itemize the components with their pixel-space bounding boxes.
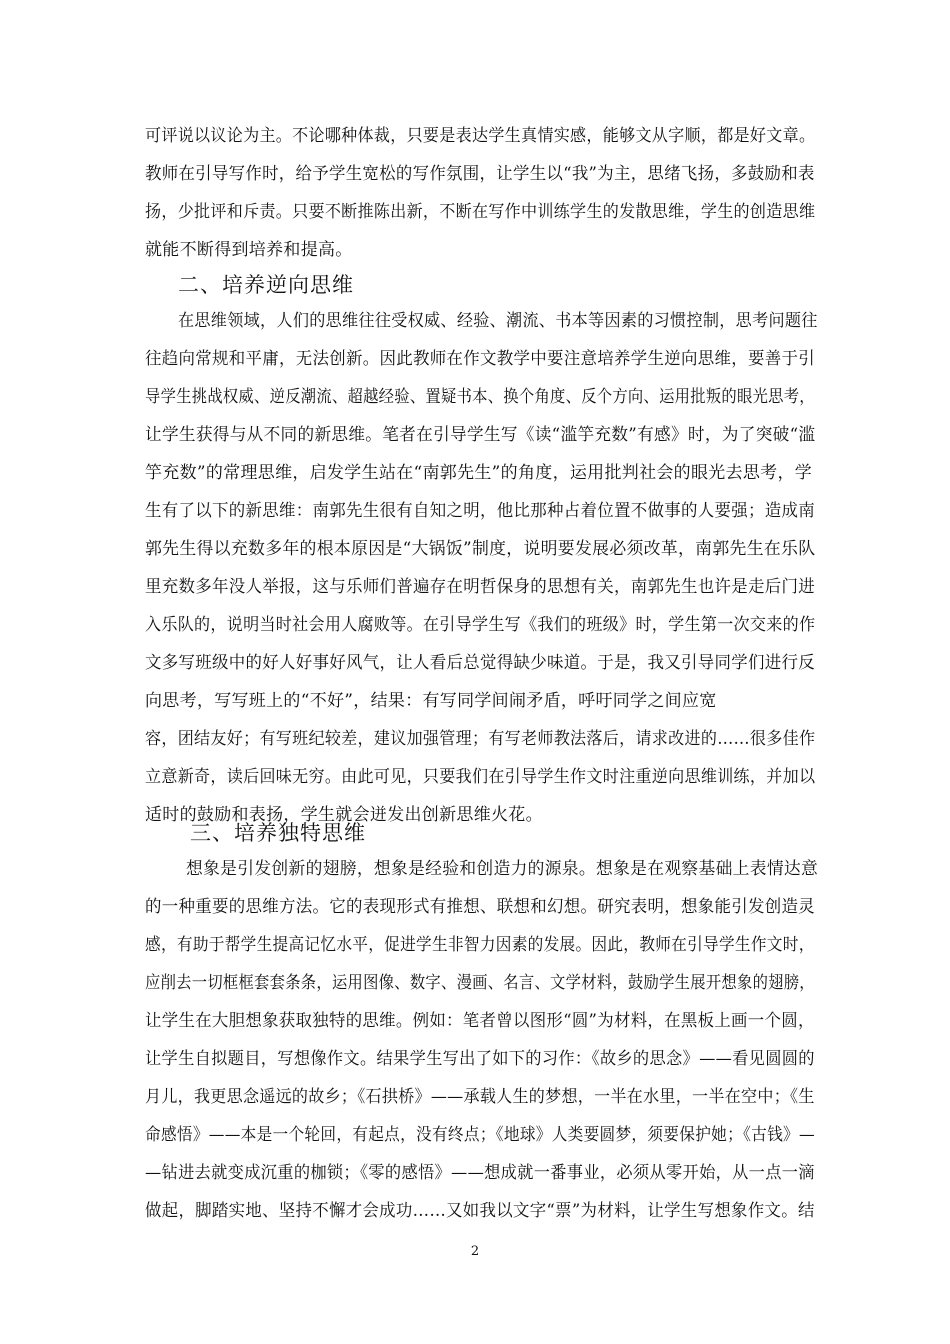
body-text-line: 里充数多年没人举报，这与乐师们普遍存在明哲保身的思想有关，南郭先生也许是走后门进 — [145, 577, 815, 597]
body-text-line: 应削去一切框框套套条条，运用图像、数字、漫画、名言、文学材料，鼓励学生展开想象的翅膀， — [145, 973, 815, 993]
body-text-line: 立意新奇，读后回味无穷。由此可见，只要我们在引导学生作文时注重逆向思维训练，并加以 — [145, 767, 816, 787]
body-text-line: 感，有助于帮学生提高记忆水平，促进学生非智力因素的发展。因此，教师在引导学生作文时， — [145, 935, 815, 955]
body-text-line: 的一种重要的思维方法。它的表现形式有推想、联想和幻想。研究表明，想象能引发创造灵 — [145, 897, 815, 917]
body-text-line: 竽充数”的常理思维，启发学生站在“南郭先生”的角度，运用批判社会的眼光去思考，学 — [145, 463, 813, 483]
body-text-line: 做起，脚踏实地、坚持不懈才会成功……又如我以文字“票”为材料，让学生写想象作文。结 — [145, 1201, 815, 1221]
body-text-line: —钻进去就变成沉重的枷锁；《零的感悟》——想成就一番事业，必须从零开始，从一点一滴 — [145, 1163, 815, 1183]
body-text-line: 往趋向常规和平庸，无法创新。因此教师在作文教学中要注意培养学生逆向思维，要善于引 — [145, 349, 815, 369]
body-text-line: 想象是引发创新的翅膀，想象是经验和创造力的源泉。想象是在观察基础上表情达意 — [186, 859, 819, 879]
body-text-line: 生有了以下的新思维：南郭先生很有自知之明，他比那种占着位置不做事的人要强；造成南 — [145, 501, 815, 521]
section-heading: 二、培养逆向思维 — [178, 273, 354, 297]
body-text-line: 扬，少批评和斥责。只要不断推陈出新，不断在写作中训练学生的发散思维，学生的创造思维 — [145, 202, 816, 222]
section-heading: 三、培养独特思维 — [190, 821, 366, 845]
body-text-line: 教师在引导写作时，给予学生宽松的写作氛围，让学生以“我”为主，思绪飞扬，多鼓励和表 — [145, 164, 815, 184]
body-text-line: 容，团结友好；有写班纪较差，建议加强管理；有写老师教法落后，请求改进的……很多佳作 — [145, 729, 816, 749]
body-text-line: 让学生获得与从不同的新思维。笔者在引导学生写《读“滥竽充数”有感》时，为了突破“滥 — [145, 425, 816, 445]
page-number: 2 — [470, 1244, 480, 1259]
body-text-line: 就能不断得到培养和提高。 — [145, 240, 353, 260]
body-text-line: 让学生自拟题目，写想像作文。结果学生写出了如下的习作：《故乡的思念》——看见圆圆的 — [145, 1049, 815, 1069]
body-text-line: 在思维领域，人们的思维往往受权威、经验、潮流、书本等因素的习惯控制，思考问题往 — [178, 311, 818, 331]
body-text-line: 入乐队的，说明当时社会用人腐败等。在引导学生写《我们的班级》时，学生第一次交来的作 — [145, 615, 816, 635]
body-text-line: 可评说以议论为主。不论哪种体裁，只要是表达学生真情实感，能够文从字顺，都是好文章。 — [145, 126, 816, 146]
body-text-line: 让学生在大胆想象获取独特的思维。例如：笔者曾以图形“圆”为材料，在黑板上画一个圆， — [145, 1011, 815, 1031]
body-text-line: 适时的鼓励和表扬，学生就会迸发出创新思维火花。 — [145, 805, 543, 825]
body-text-line: 向思考，写写班上的“不好”，结果：有写同学间闹矛盾，呼吁同学之间应宽 — [145, 691, 717, 711]
body-text-line: 郭先生得以充数多年的根本原因是“大锅饭”制度，说明要发展必须改革，南郭先生在乐队 — [145, 539, 816, 559]
body-text-line: 命感悟》——本是一个轮回，有起点，没有终点；《地球》人类要圆梦，须要保护她；《古钱》— — [145, 1125, 815, 1145]
body-text-line: 导学生挑战权威、逆反潮流、超越经验、置疑书本、换个角度、反个方向、运用批叛的眼光思考， — [145, 387, 815, 407]
body-text-line: 月儿，我更思念遥远的故乡；《石拱桥》——承载人生的梦想，一半在水里，一半在空中；《生 — [145, 1087, 815, 1107]
body-text-line: 文多写班级中的好人好事好风气，让人看后总觉得缺少味道。于是，我又引导同学们进行反 — [145, 653, 815, 673]
